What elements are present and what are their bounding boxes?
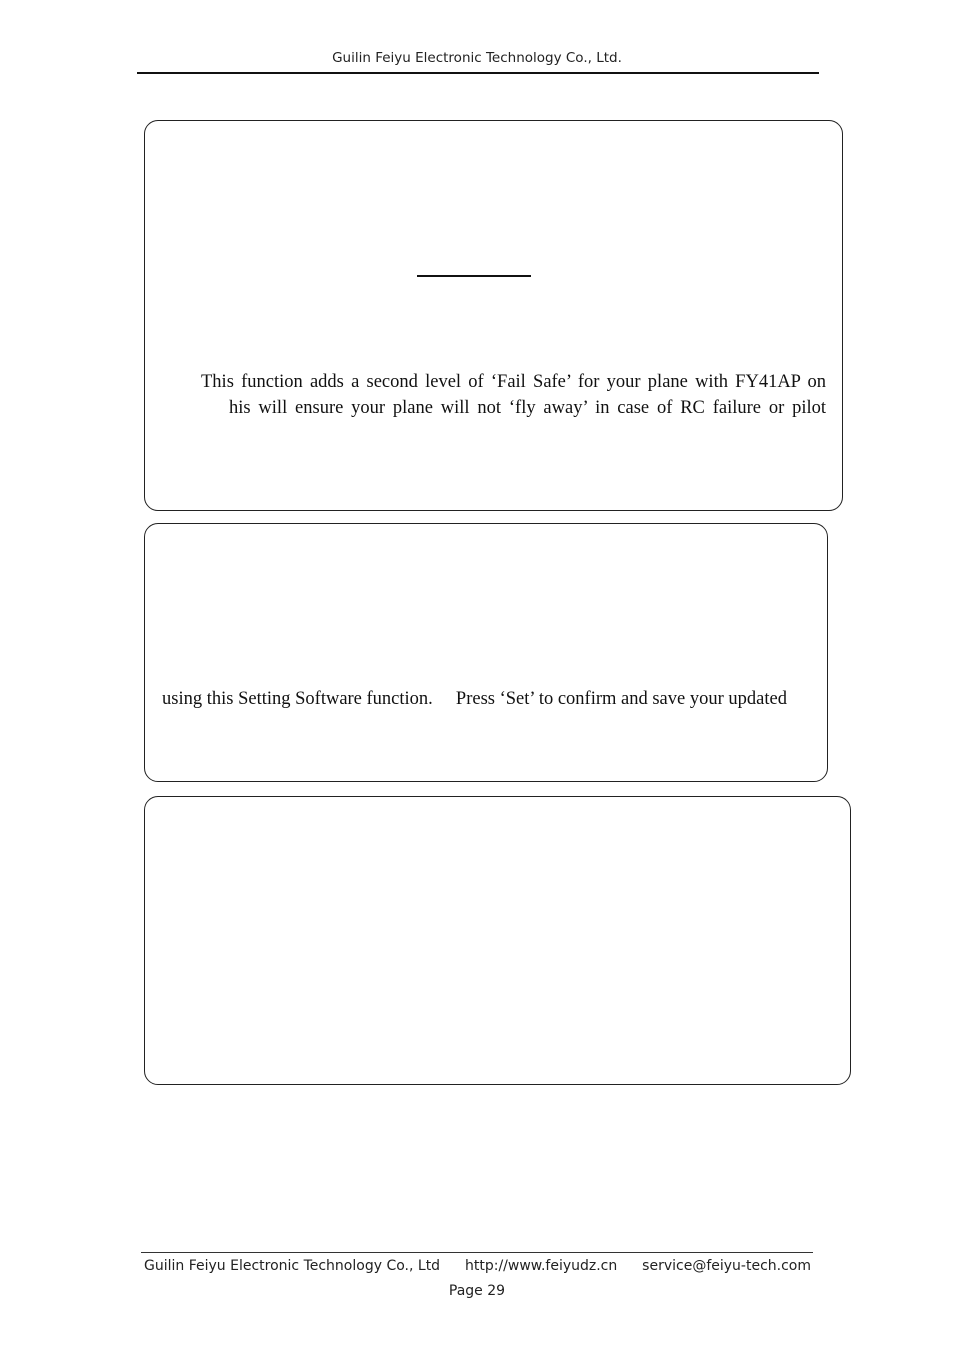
footer-email-link[interactable]: service@feiyu-tech.com [642, 1258, 811, 1274]
fail-safe-text-line-2: his will ensure your plane will not ‘fly away’ in case of RC failure or pilot [229, 398, 826, 418]
footer-website-link[interactable]: http://www.feiyudz.cn [465, 1258, 618, 1274]
page-number: Page 29 [448, 1283, 506, 1299]
settings-text-line-1: using this Setting Software function. Press ‘Set’ to confirm and save your updated [162, 689, 787, 709]
header-company: Guilin Feiyu Electronic Technology Co., Ltd. [332, 50, 622, 66]
heading-underline [417, 275, 531, 277]
footer-company: Guilin Feiyu Electronic Technology Co., Ltd [144, 1258, 441, 1274]
header-rule [137, 72, 819, 74]
content-box-fail-safe [144, 120, 843, 511]
content-box-settings [144, 523, 828, 782]
footer [144, 1258, 811, 1274]
fail-safe-text-line-1: This function adds a second level of ‘Fail Safe’ for your plane with FY41AP on [201, 372, 826, 392]
content-box-empty [144, 796, 851, 1085]
footer-rule [141, 1252, 813, 1253]
